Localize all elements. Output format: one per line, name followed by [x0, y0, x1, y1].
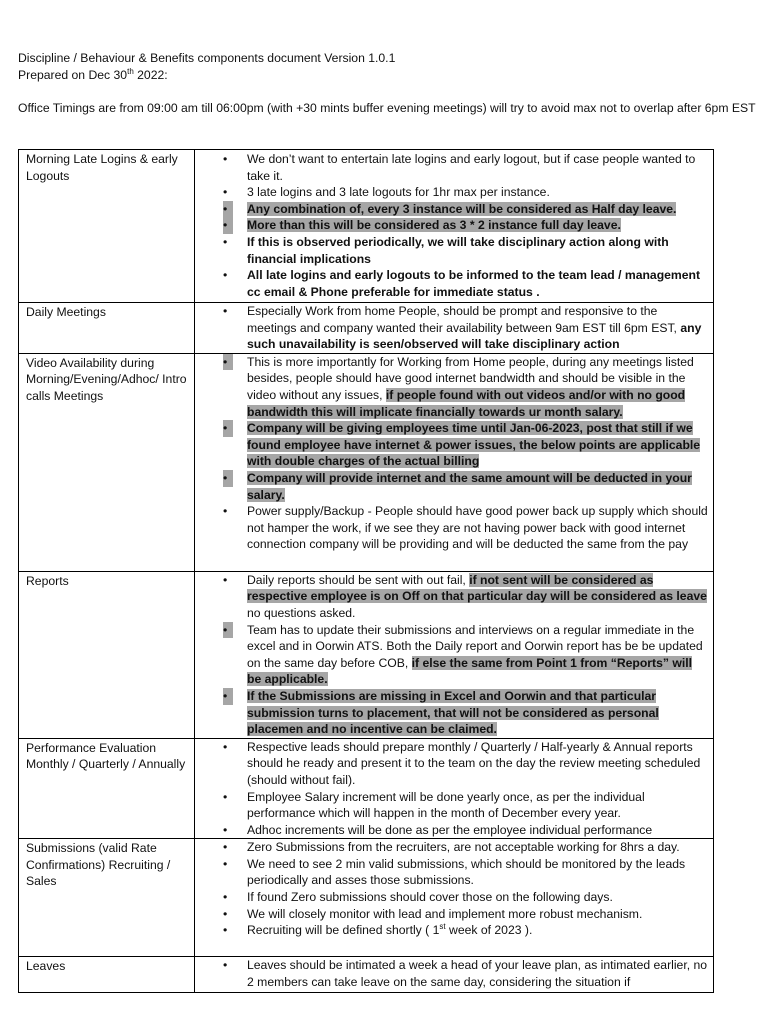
list-item: • Daily reports should be sent with out fail, if not sent will be considered as respective employee is on Off on that particular day will be considered as leave no questions asked.	[217, 572, 709, 622]
row-content	[195, 957, 714, 993]
list-item: • Employee Salary increment will be done yearly once, as per the individual performance which will happen in the month of December every year.	[217, 789, 709, 822]
policy-table	[18, 149, 714, 993]
list-item: • If the Submissions are missing in Excel and Oorwin and that particular submission turns to placement, that will not be considered as personal placemen and no incentive can be claimed.	[217, 688, 709, 738]
prepared-date: Prepared on Dec 30th 2022:	[18, 66, 168, 82]
row-content	[195, 571, 714, 738]
row-label: Performance Evaluation Monthly / Quarterly / Annually	[19, 738, 195, 839]
list-item: • Power supply/Backup - People should have good power back up supply which should not hamper the work, if we see they are not having power back with good internet connection company will be providing and will be deducted the same from the pay	[217, 503, 709, 553]
list-item: • We will closely monitor with lead and implement more robust mechanism.	[217, 906, 709, 923]
table-row	[19, 957, 714, 993]
list-item: • Especially Work from home People, should be prompt and responsive to the meetings and company wanted their availability between 9am EST till 6pm EST, any such unavailability is seen/observed will take disciplinary action	[217, 303, 709, 353]
row-label: Morning Late Logins & early Logouts	[19, 150, 195, 303]
document-header	[18, 50, 758, 117]
list-item: • Recruiting will be defined shortly ( 1st week of 2023 ).	[217, 922, 709, 939]
row-content	[195, 150, 714, 303]
list-item: • This is more importantly for Working from Home people, during any meetings listed besides, people should have good internet bandwidth and should be visible in the video without any issues, if people found with out videos and/or with no good bandwidth this will implicate financially towards ur month salary.	[217, 354, 709, 420]
table-row	[19, 150, 714, 303]
list-item: • If found Zero submissions should cover those on the following days.	[217, 889, 709, 906]
row-content	[195, 303, 714, 354]
list-item: • More than this will be considered as 3 * 2 instance full day leave.	[217, 217, 709, 234]
list-item: • 3 late logins and 3 late logouts for 1hr max per instance.	[217, 184, 709, 201]
document-title: Discipline / Behaviour & Benefits components document Version 1.0.1	[18, 51, 396, 65]
list-item: • Company will provide internet and the same amount will be deducted in your salary.	[217, 470, 709, 503]
row-label: Leaves	[19, 957, 195, 993]
list-item: • Team has to update their submissions and interviews on a regular immediate in the excel and in Oorwin ATS. Both the Daily report and Oorwin report has be be updated on the same day before COB, if else the same from Point 1 from “Reports” will be applicable.	[217, 622, 709, 688]
table-row	[19, 839, 714, 957]
list-item: • All late logins and early logouts to be informed to the team lead / management cc email & Phone preferable for immediate status .	[217, 267, 709, 300]
list-item: • Respective leads should prepare monthly / Quarterly / Half-yearly & Annual reports should he ready and present it to the team on the day the review meeting scheduled (should without fail).	[217, 739, 709, 789]
list-item: • Company will be giving employees time until Jan-06-2023, post that still if we found employee have internet & power issues, the below points are applicable with double charges of the actual billing	[217, 420, 709, 470]
table-row	[19, 738, 714, 839]
row-label: Submissions (valid Rate Confirmations) Recruiting / Sales	[19, 839, 195, 957]
list-item: • Adhoc increments will be done as per the employee individual performance	[217, 822, 709, 839]
row-label: Video Availability during Morning/Evening/Adhoc/ Intro calls Meetings	[19, 353, 195, 571]
table-row	[19, 571, 714, 738]
row-label: Reports	[19, 571, 195, 738]
list-item: • Zero Submissions from the recruiters, are not acceptable working for 8hrs a day.	[217, 839, 709, 856]
row-content	[195, 738, 714, 839]
list-item: • If this is observed periodically, we will take disciplinary action along with financial implications	[217, 234, 709, 267]
table-row	[19, 353, 714, 571]
list-item: • We don’t want to entertain late logins and early logout, but if case people wanted to take it.	[217, 151, 709, 184]
list-item: • We need to see 2 min valid submissions, which should be monitored by the leads periodically and asses those submissions.	[217, 856, 709, 889]
list-item: • Leaves should be intimated a week a head of your leave plan, as intimated earlier, no 2 members can take leave on the same day, considering the situation if	[217, 957, 709, 990]
row-content	[195, 353, 714, 571]
row-label: Daily Meetings	[19, 303, 195, 354]
office-timings: Office Timings are from 09:00 am till 06:00pm (with +30 mints buffer evening meetings) will try to avoid max not to overlap after 6pm EST	[18, 101, 756, 115]
list-item: • Any combination of, every 3 instance will be considered as Half day leave.	[217, 201, 709, 218]
row-content	[195, 839, 714, 957]
table-row	[19, 303, 714, 354]
